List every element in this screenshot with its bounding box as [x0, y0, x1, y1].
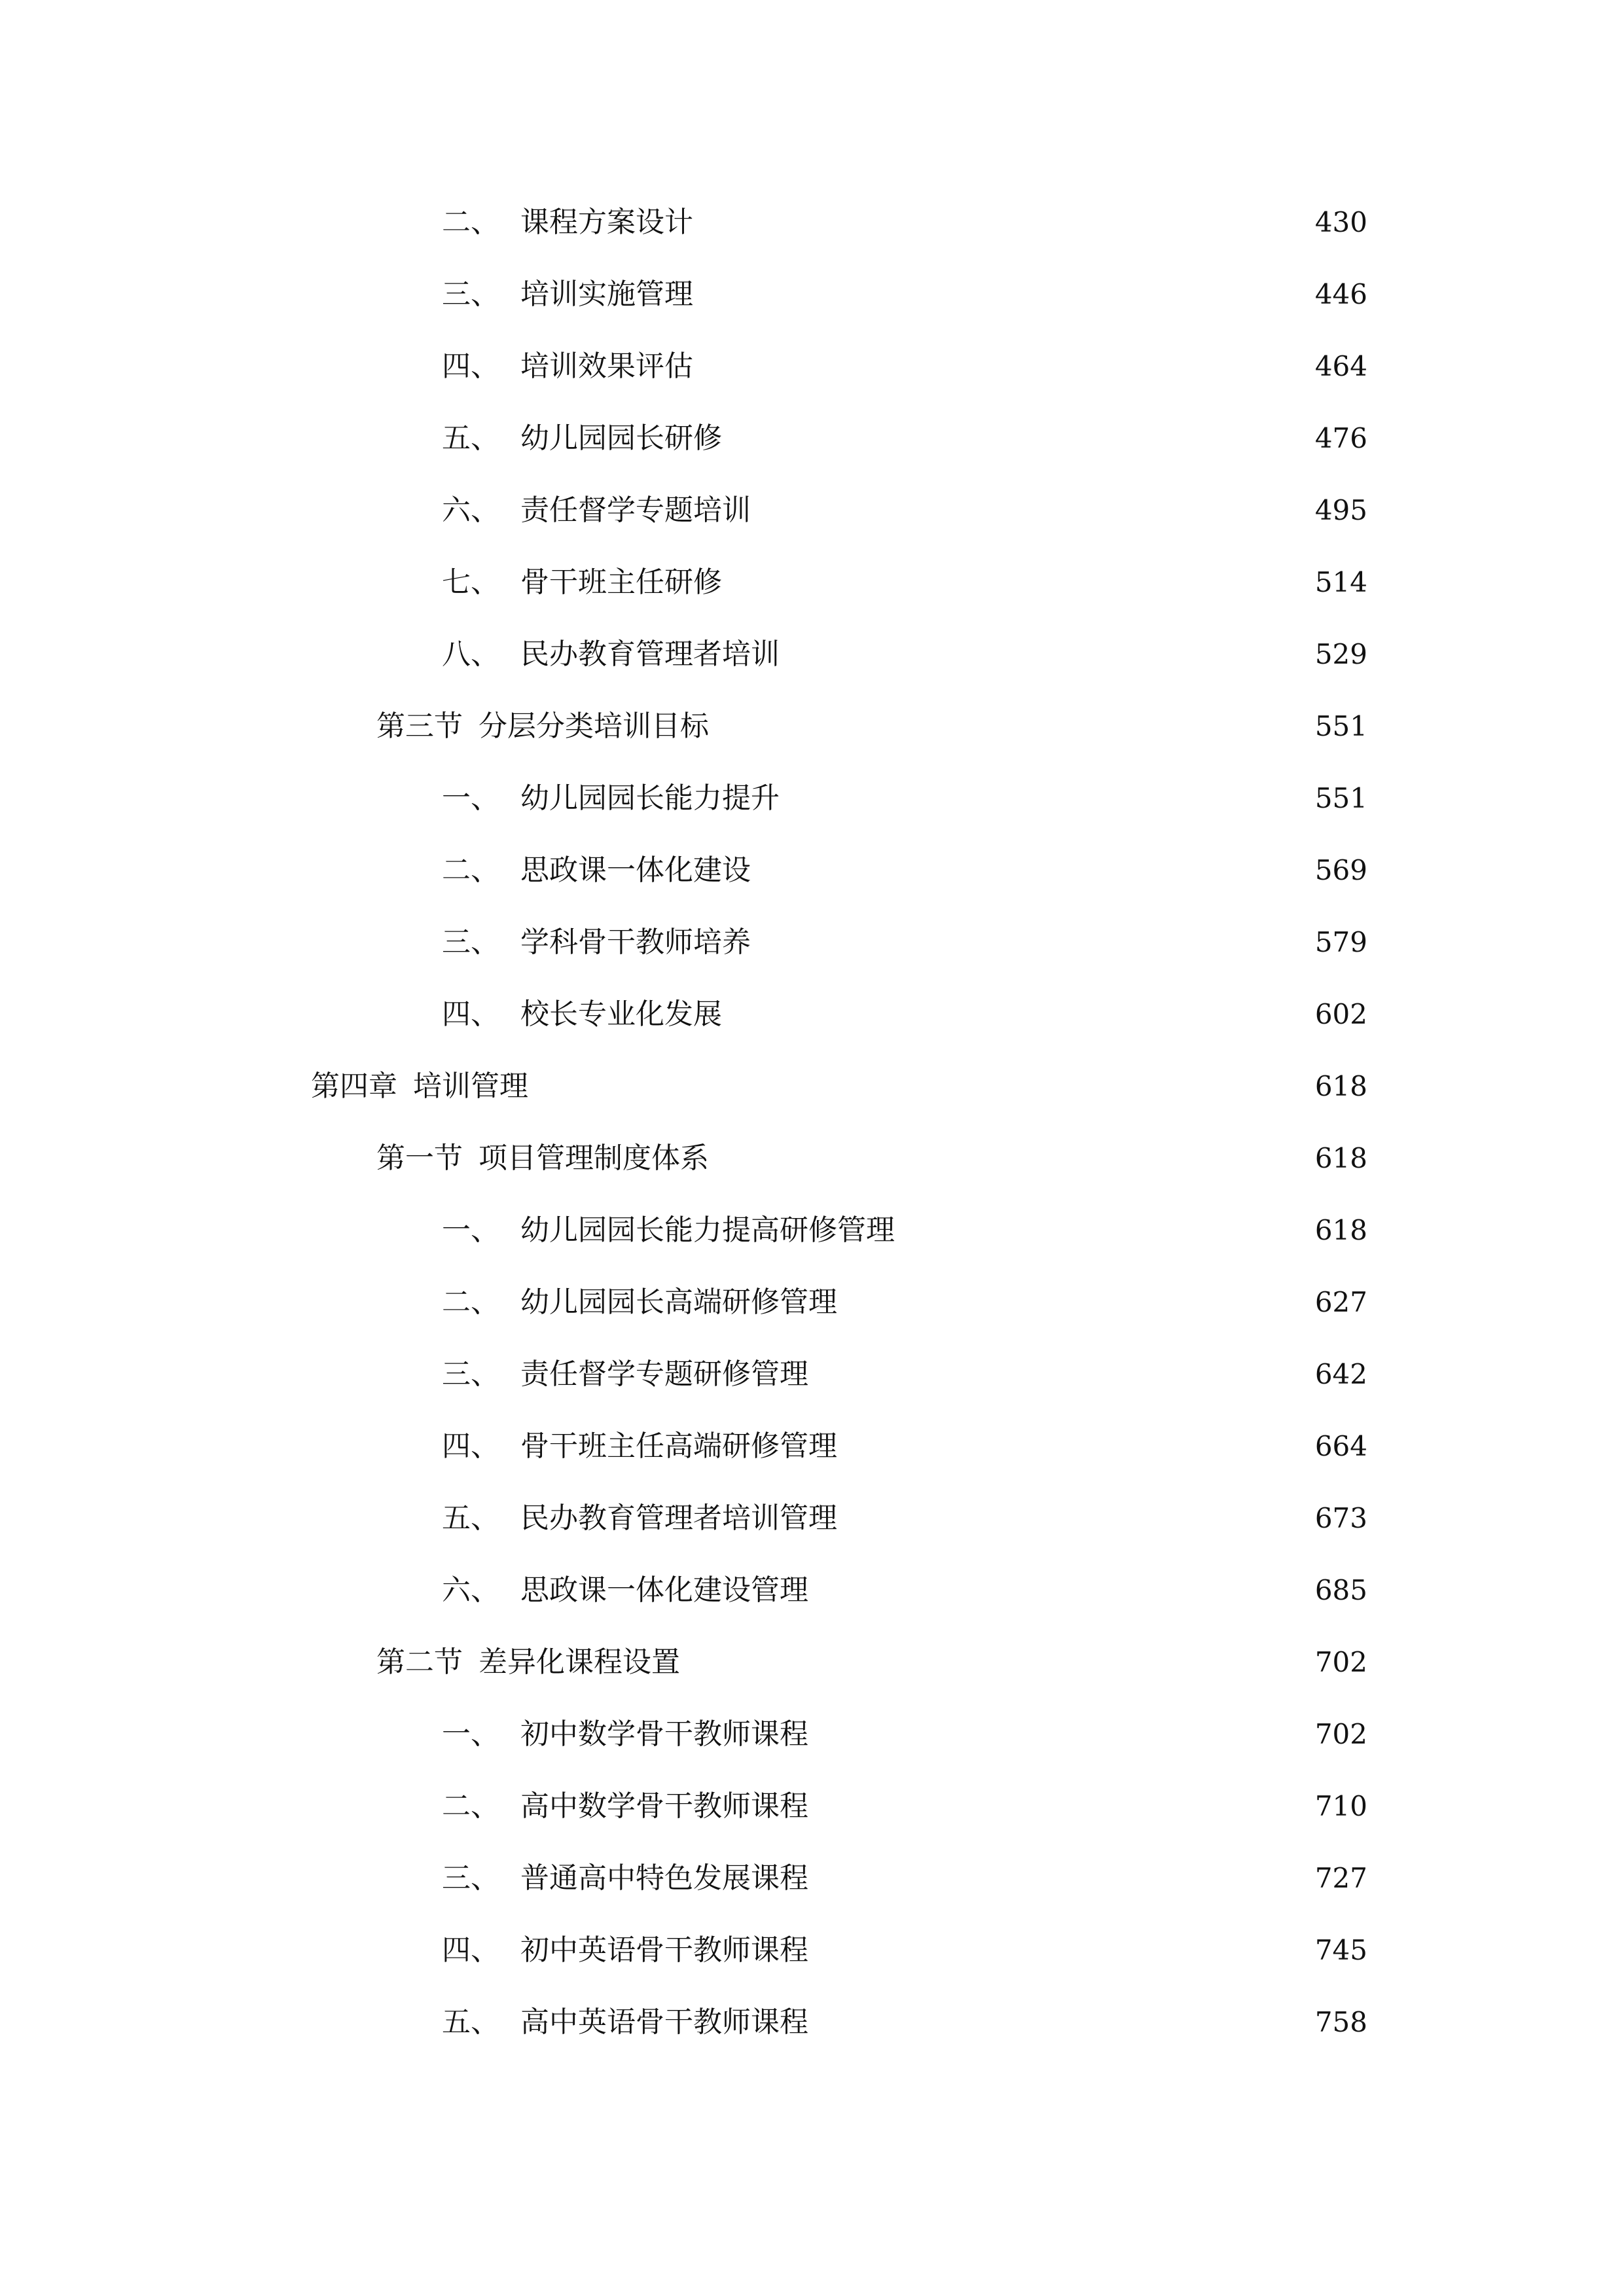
toc-entry-page: 727	[1314, 1862, 1367, 1894]
toc-entry-number: 四、	[442, 1933, 499, 1967]
toc-entry-number: 三、	[442, 1357, 499, 1391]
toc-entry[interactable]	[442, 1780, 1367, 1833]
toc-entry-title: 骨干班主任高端研修管理	[520, 1429, 837, 1463]
toc-entry-page: 702	[1314, 1646, 1367, 1678]
toc-entry[interactable]	[442, 1276, 1367, 1329]
dot-leader	[730, 556, 1299, 609]
toc-entry-number: 五、	[442, 2005, 499, 2039]
toc-entry-number: 四、	[442, 997, 499, 1031]
toc-entry-title: 幼儿园园长能力提高研修管理	[520, 1213, 895, 1247]
toc-entry-page: 495	[1314, 494, 1367, 526]
toc-entry-title: 思政课一体化建设管理	[520, 1573, 808, 1607]
toc-entry-page: 551	[1314, 782, 1367, 814]
toc-entry-title: 初中英语骨干教师课程	[520, 1933, 808, 1967]
toc-entry-number: 二、	[442, 206, 499, 239]
toc-entry-page: 551	[1314, 710, 1367, 742]
toc-section-entry[interactable]	[376, 1636, 1367, 1689]
toc-entry-title: 民办教育管理者培训管理	[520, 1501, 837, 1535]
dot-leader	[536, 1060, 1299, 1113]
dot-leader	[845, 1492, 1299, 1545]
toc-entry-title: 初中数学骨干教师课程	[520, 1717, 808, 1751]
toc-entry-title: 思政课一体化建设	[520, 853, 751, 887]
toc-entry-title: 责任督学专题研修管理	[520, 1357, 808, 1391]
toc-entry-page: 569	[1314, 854, 1367, 886]
toc-entry-number: 六、	[442, 493, 499, 527]
toc-entry-title: 课程方案设计	[520, 206, 693, 239]
toc-entry-page: 464	[1314, 350, 1367, 382]
toc-entry-page: 618	[1314, 1142, 1367, 1174]
toc-entry-page: 702	[1314, 1718, 1367, 1750]
toc-entry-number: 五、	[442, 1501, 499, 1535]
toc-entry[interactable]	[442, 1564, 1367, 1617]
toc-entry-title: 普通高中特色发展课程	[520, 1861, 808, 1895]
dot-leader	[816, 1564, 1299, 1617]
toc-entry[interactable]	[442, 1996, 1367, 2049]
toc-entry[interactable]	[442, 988, 1367, 1041]
dot-leader	[717, 700, 1299, 753]
toc-entry-number: 第三节	[376, 709, 463, 743]
toc-entry-number: 四、	[442, 350, 499, 383]
toc-entry-title: 骨干班主任研修	[520, 565, 722, 599]
toc-entry-title: 学科骨干教师培养	[520, 925, 751, 959]
dot-leader	[688, 1636, 1299, 1689]
toc-entry-page: 664	[1314, 1430, 1367, 1462]
toc-section-entry[interactable]	[376, 700, 1367, 753]
dot-leader	[816, 1996, 1299, 2049]
dot-leader	[816, 1852, 1299, 1905]
toc-entry-title: 高中英语骨干教师课程	[520, 2005, 808, 2039]
toc-entry[interactable]	[442, 844, 1367, 897]
toc-entry-title: 责任督学专题培训	[520, 493, 751, 527]
dot-leader	[787, 772, 1299, 825]
dot-leader	[845, 1420, 1299, 1473]
toc-entry-page: 758	[1314, 2006, 1367, 2038]
toc-section-entry[interactable]	[376, 1132, 1367, 1185]
dot-leader	[730, 988, 1299, 1041]
toc-entry-number: 第一节	[376, 1141, 463, 1175]
toc-entry-page: 446	[1314, 278, 1367, 310]
toc-entry-title: 培训效果评估	[520, 350, 693, 383]
toc-entry-page: 529	[1314, 638, 1367, 670]
toc-entry[interactable]	[442, 1348, 1367, 1401]
toc-entry-title: 项目管理制度体系	[478, 1141, 709, 1175]
toc-entry-page: 476	[1314, 422, 1367, 454]
toc-entry-number: 一、	[442, 1213, 499, 1247]
toc-entry[interactable]	[442, 1708, 1367, 1761]
dot-leader	[759, 844, 1299, 897]
toc-entry-title: 幼儿园园长高端研修管理	[520, 1285, 837, 1319]
dot-leader	[816, 1780, 1299, 1833]
dot-leader	[730, 412, 1299, 465]
toc-entry-page: 673	[1314, 1502, 1367, 1534]
toc-entry-page: 710	[1314, 1790, 1367, 1822]
toc-entry[interactable]	[442, 1924, 1367, 1977]
toc-entry-title: 分层分类培训目标	[478, 709, 709, 743]
toc-entry[interactable]	[442, 556, 1367, 609]
toc-entry[interactable]	[442, 1492, 1367, 1545]
dot-leader	[816, 1924, 1299, 1977]
toc-entry-page: 745	[1314, 1934, 1367, 1966]
toc-entry[interactable]	[442, 340, 1367, 393]
toc-entry-number: 三、	[442, 925, 499, 959]
toc-entry-number: 六、	[442, 1573, 499, 1607]
toc-entry[interactable]	[442, 268, 1367, 321]
dot-leader	[787, 628, 1299, 681]
toc-entry[interactable]	[442, 1420, 1367, 1473]
toc-entry-number: 第四章	[311, 1069, 397, 1103]
toc-entry-number: 三、	[442, 1861, 499, 1895]
toc-entry-page: 602	[1314, 998, 1367, 1030]
toc-entry-page: 627	[1314, 1286, 1367, 1318]
dot-leader	[816, 1708, 1299, 1761]
toc-entry-number: 八、	[442, 637, 499, 671]
dot-leader	[845, 1276, 1299, 1329]
dot-leader	[701, 268, 1299, 321]
toc-chapter-entry[interactable]	[311, 1060, 1367, 1113]
dot-leader	[816, 1348, 1299, 1401]
toc-entry-title: 民办教育管理者培训	[520, 637, 780, 671]
toc-entry-number: 一、	[442, 1717, 499, 1751]
toc-entry[interactable]	[442, 412, 1367, 465]
toc-entry-page: 618	[1314, 1214, 1367, 1246]
toc-entry[interactable]	[442, 1204, 1367, 1257]
dot-leader	[759, 916, 1299, 969]
toc-entry-number: 三、	[442, 278, 499, 311]
dot-leader	[903, 1204, 1299, 1257]
toc-entry-title: 幼儿园园长研修	[520, 422, 722, 455]
toc-entry-title: 培训管理	[413, 1069, 528, 1103]
toc-entry-number: 二、	[442, 853, 499, 887]
toc-entry-title: 校长专业化发展	[520, 997, 722, 1031]
dot-leader	[701, 196, 1299, 249]
toc-entry-title: 培训实施管理	[520, 278, 693, 311]
toc-entry-number: 二、	[442, 1789, 499, 1823]
toc-entry-number: 一、	[442, 781, 499, 815]
toc-entry[interactable]	[442, 1852, 1367, 1905]
toc-entry-title: 幼儿园园长能力提升	[520, 781, 780, 815]
toc-entry-page: 642	[1314, 1358, 1367, 1390]
toc-entry-number: 七、	[442, 565, 499, 599]
toc-entry-number: 二、	[442, 1285, 499, 1319]
dot-leader	[717, 1132, 1299, 1185]
toc-entry[interactable]	[442, 628, 1367, 681]
toc-entry[interactable]	[442, 772, 1367, 825]
toc-entry[interactable]	[442, 196, 1367, 249]
toc-entry-page: 514	[1314, 566, 1367, 598]
dot-leader	[701, 340, 1299, 393]
toc-entry[interactable]	[442, 916, 1367, 969]
toc-entry-page: 685	[1314, 1574, 1367, 1606]
toc-entry-title: 差异化课程设置	[478, 1645, 680, 1679]
toc-entry-number: 第二节	[376, 1645, 463, 1679]
toc-entry-number: 五、	[442, 422, 499, 455]
toc-entry-page: 618	[1314, 1070, 1367, 1102]
toc-entry-title: 高中数学骨干教师课程	[520, 1789, 808, 1823]
toc-entry-page: 579	[1314, 926, 1367, 958]
toc-entry-page: 430	[1314, 206, 1367, 238]
toc-entry-number: 四、	[442, 1429, 499, 1463]
toc-entry[interactable]	[442, 484, 1367, 537]
dot-leader	[759, 484, 1299, 537]
